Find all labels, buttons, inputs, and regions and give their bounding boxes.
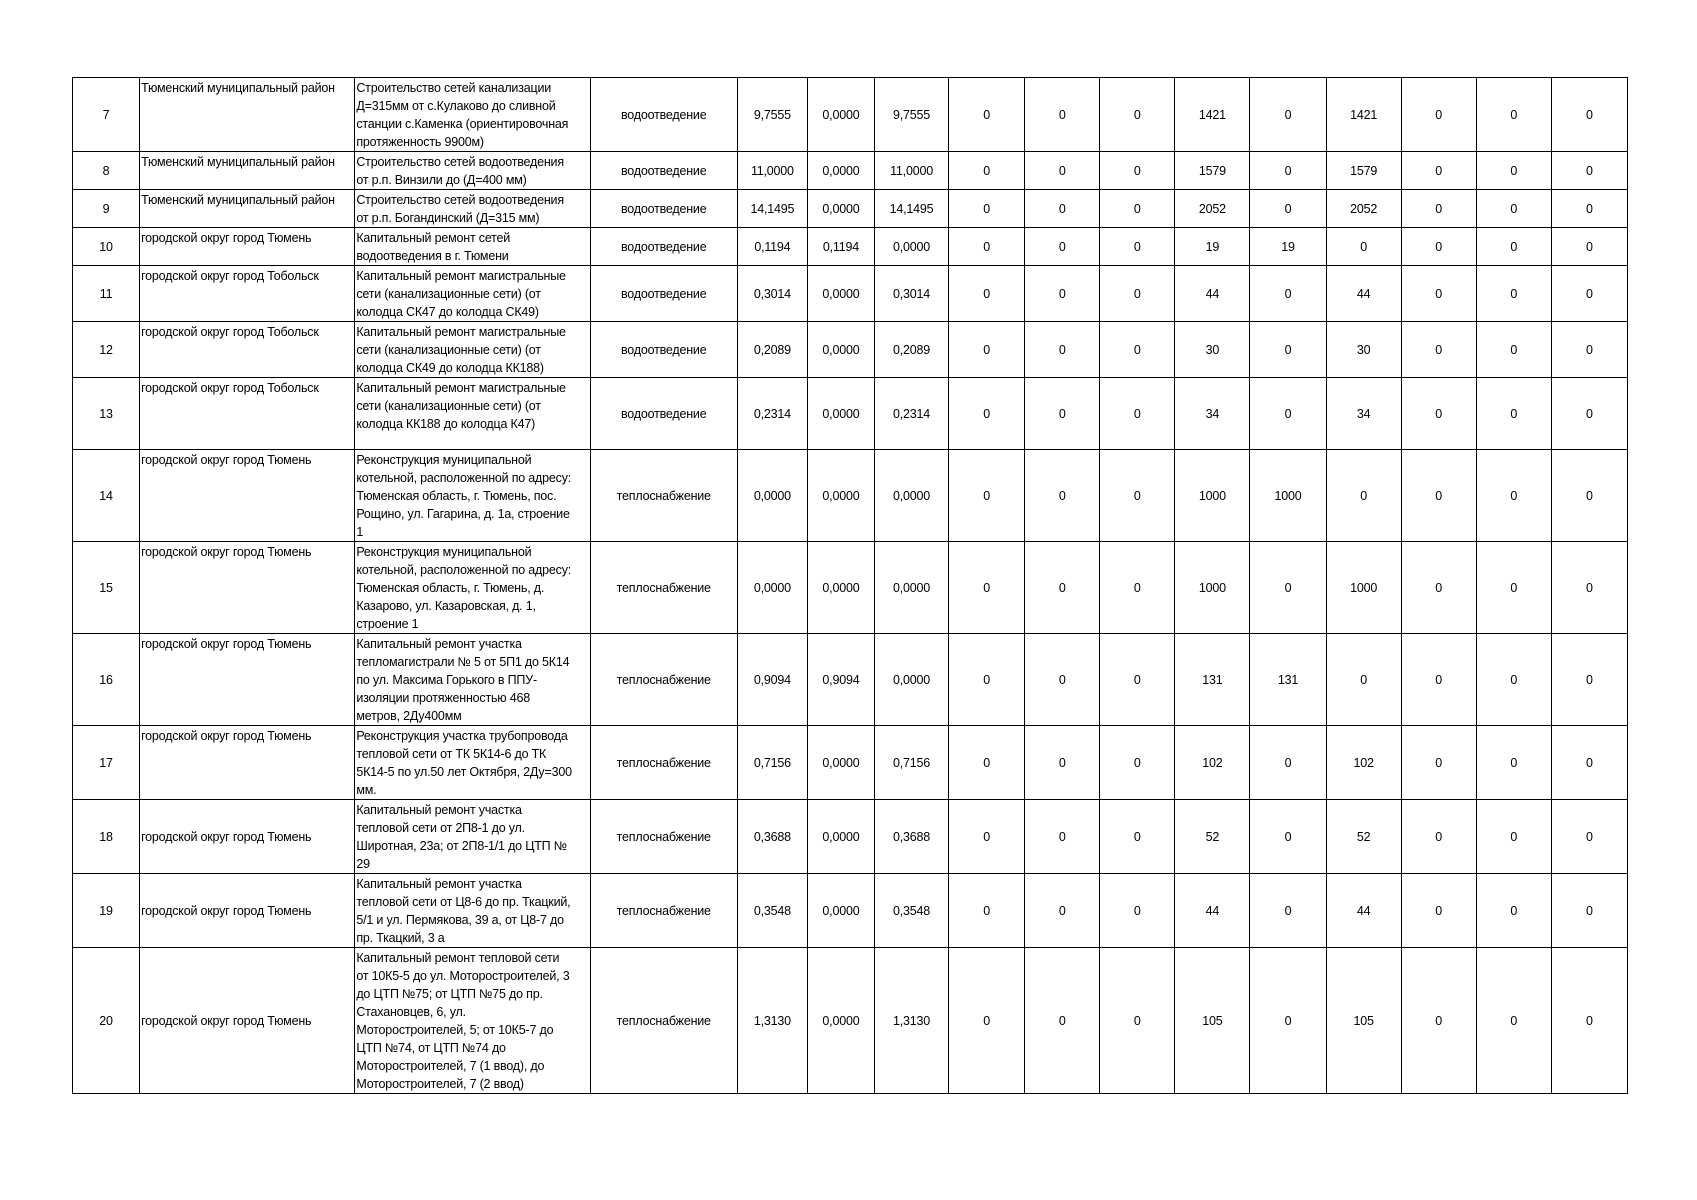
value-cell: 44 — [1175, 874, 1250, 948]
row-number: 18 — [73, 800, 140, 874]
description-cell: Капитальный ремонт магистральные сети (канализационные сети) (от колодца СК49 до колодца КК188) — [355, 322, 590, 378]
description-cell: Капитальный ремонт участка тепловой сети от 2П8-1 до ул. Широтная, 23а; от 2П8-1/1 до ЦТП № 29 — [355, 800, 590, 874]
value-cell: 0,1194 — [807, 228, 874, 266]
value-cell: 0,0000 — [874, 542, 948, 634]
value-cell: 19 — [1250, 228, 1326, 266]
value-cell: 0 — [1551, 634, 1627, 726]
table-row — [73, 542, 1628, 634]
value-cell: 0 — [1025, 78, 1100, 152]
value-cell: 52 — [1326, 800, 1401, 874]
data-table — [72, 77, 1628, 1094]
table-row — [73, 190, 1628, 228]
value-cell: 2052 — [1175, 190, 1250, 228]
table-row — [73, 228, 1628, 266]
value-cell: 0 — [1476, 266, 1551, 322]
value-cell: 52 — [1175, 800, 1250, 874]
municipality-cell: городской округ город Тюмень — [140, 634, 355, 726]
service-type-cell: теплоснабжение — [590, 450, 737, 542]
value-cell: 30 — [1326, 322, 1401, 378]
description-cell: Реконструкция муниципальной котельной, расположенной по адресу: Тюменская область, г. Тюмень, пос. Рощино, ул. Гагарина, д. 1а, строение 1 — [355, 450, 590, 542]
municipality-cell: городской округ город Тобольск — [140, 378, 355, 450]
municipality-cell: Тюменский муниципальный район — [140, 78, 355, 152]
value-cell: 0,9094 — [737, 634, 807, 726]
value-cell: 0 — [1401, 322, 1476, 378]
service-type-cell: теплоснабжение — [590, 874, 737, 948]
value-cell: 0 — [1100, 152, 1175, 190]
value-cell: 0,9094 — [807, 634, 874, 726]
service-type-cell: теплоснабжение — [590, 800, 737, 874]
value-cell: 1579 — [1326, 152, 1401, 190]
municipality-cell: городской округ город Тюмень — [140, 874, 355, 948]
value-cell: 0 — [1025, 228, 1100, 266]
service-type-cell: водоотведение — [590, 228, 737, 266]
value-cell: 0,3014 — [874, 266, 948, 322]
value-cell: 0 — [1326, 228, 1401, 266]
value-cell: 0,3688 — [737, 800, 807, 874]
value-cell: 0 — [1250, 542, 1326, 634]
value-cell: 44 — [1175, 266, 1250, 322]
table-row — [73, 78, 1628, 152]
value-cell: 0,1194 — [737, 228, 807, 266]
value-cell: 0 — [1551, 948, 1627, 1094]
value-cell: 0,0000 — [807, 78, 874, 152]
row-number: 17 — [73, 726, 140, 800]
municipality-cell: городской округ город Тюмень — [140, 800, 355, 874]
value-cell: 9,7555 — [737, 78, 807, 152]
value-cell: 1421 — [1175, 78, 1250, 152]
value-cell: 0,2089 — [737, 322, 807, 378]
row-number: 19 — [73, 874, 140, 948]
value-cell: 1,3130 — [874, 948, 948, 1094]
value-cell: 131 — [1250, 634, 1326, 726]
description-cell: Строительство сетей водоотведения от р.п. Винзили до (Д=400 мм) — [355, 152, 590, 190]
value-cell: 0 — [949, 152, 1025, 190]
value-cell: 0 — [1100, 322, 1175, 378]
value-cell: 30 — [1175, 322, 1250, 378]
municipality-cell: городской округ город Тобольск — [140, 322, 355, 378]
value-cell: 0 — [1250, 190, 1326, 228]
value-cell: 0,0000 — [807, 726, 874, 800]
value-cell: 0 — [949, 228, 1025, 266]
service-type-cell: водоотведение — [590, 266, 737, 322]
value-cell: 0 — [949, 378, 1025, 450]
value-cell: 0,0000 — [807, 874, 874, 948]
value-cell: 0 — [1551, 378, 1627, 450]
value-cell: 0 — [1401, 874, 1476, 948]
value-cell: 0,0000 — [807, 266, 874, 322]
value-cell: 0 — [1401, 78, 1476, 152]
value-cell: 0,0000 — [807, 378, 874, 450]
value-cell: 0 — [1025, 726, 1100, 800]
value-cell: 0 — [949, 322, 1025, 378]
value-cell: 0 — [1100, 228, 1175, 266]
value-cell: 0 — [1401, 266, 1476, 322]
municipality-cell: городской округ город Тюмень — [140, 726, 355, 800]
value-cell: 34 — [1326, 378, 1401, 450]
value-cell: 14,1495 — [737, 190, 807, 228]
value-cell: 0 — [1025, 948, 1100, 1094]
value-cell: 0 — [949, 874, 1025, 948]
value-cell: 0 — [1551, 266, 1627, 322]
service-type-cell: теплоснабжение — [590, 726, 737, 800]
value-cell: 0 — [949, 190, 1025, 228]
value-cell: 44 — [1326, 874, 1401, 948]
row-number: 14 — [73, 450, 140, 542]
value-cell: 0 — [1100, 378, 1175, 450]
value-cell: 0,0000 — [807, 542, 874, 634]
value-cell: 0,0000 — [807, 190, 874, 228]
value-cell: 0 — [1551, 322, 1627, 378]
value-cell: 0 — [1025, 152, 1100, 190]
value-cell: 1,3130 — [737, 948, 807, 1094]
value-cell: 0,7156 — [874, 726, 948, 800]
value-cell: 14,1495 — [874, 190, 948, 228]
value-cell: 34 — [1175, 378, 1250, 450]
value-cell: 0,2089 — [874, 322, 948, 378]
value-cell: 0 — [1100, 450, 1175, 542]
row-number: 9 — [73, 190, 140, 228]
value-cell: 0 — [949, 634, 1025, 726]
description-cell: Строительство сетей канализации Д=315мм от с.Кулаково до сливной станции с.Каменка (ориентировочная протяженность 9900м) — [355, 78, 590, 152]
table-row — [73, 800, 1628, 874]
value-cell: 0 — [1551, 228, 1627, 266]
value-cell: 0 — [949, 542, 1025, 634]
description-cell: Капитальный ремонт участка тепломагистрали № 5 от 5П1 до 5К14 по ул. Максима Горького в ППУ- изоляции протяженностью 468 метров, 2Ду400мм — [355, 634, 590, 726]
row-number: 16 — [73, 634, 140, 726]
value-cell: 0 — [1476, 634, 1551, 726]
row-number: 8 — [73, 152, 140, 190]
value-cell: 0 — [1401, 450, 1476, 542]
value-cell: 0 — [1551, 190, 1627, 228]
value-cell: 0 — [1476, 378, 1551, 450]
value-cell: 0,0000 — [807, 322, 874, 378]
value-cell: 1000 — [1326, 542, 1401, 634]
value-cell: 11,0000 — [737, 152, 807, 190]
description-cell: Реконструкция муниципальной котельной, расположенной по адресу: Тюменская область, г. Тюмень, д. Казарово, ул. Казаровская, д. 1, строение 1 — [355, 542, 590, 634]
value-cell: 1000 — [1175, 450, 1250, 542]
value-cell: 0 — [1250, 378, 1326, 450]
table-row — [73, 378, 1628, 450]
value-cell: 0 — [1025, 378, 1100, 450]
value-cell: 0 — [949, 726, 1025, 800]
value-cell: 9,7555 — [874, 78, 948, 152]
description-cell: Реконструкция участка трубопровода тепловой сети от ТК 5К14-6 до ТК 5К14-5 по ул.50 лет Октября, 2Ду=300 мм. — [355, 726, 590, 800]
value-cell: 0 — [1401, 190, 1476, 228]
value-cell: 0,0000 — [874, 634, 948, 726]
row-number: 13 — [73, 378, 140, 450]
value-cell: 0 — [1100, 190, 1175, 228]
value-cell: 1000 — [1175, 542, 1250, 634]
value-cell: 0,3014 — [737, 266, 807, 322]
value-cell: 0 — [1250, 152, 1326, 190]
value-cell: 0 — [1401, 542, 1476, 634]
value-cell: 0 — [1250, 322, 1326, 378]
table-row — [73, 874, 1628, 948]
value-cell: 0,3548 — [874, 874, 948, 948]
description-cell: Капитальный ремонт магистральные сети (канализационные сети) (от колодца КК188 до колодца К47) — [355, 378, 590, 450]
value-cell: 0,0000 — [807, 800, 874, 874]
value-cell: 0 — [1401, 726, 1476, 800]
value-cell: 0 — [1551, 800, 1627, 874]
municipality-cell: городской округ город Тюмень — [140, 542, 355, 634]
value-cell: 0 — [1326, 634, 1401, 726]
row-number: 11 — [73, 266, 140, 322]
value-cell: 0 — [1100, 726, 1175, 800]
value-cell: 0 — [1476, 152, 1551, 190]
description-cell: Строительство сетей водоотведения от р.п. Богандинский (Д=315 мм) — [355, 190, 590, 228]
value-cell: 0 — [1401, 152, 1476, 190]
value-cell: 0,0000 — [807, 152, 874, 190]
table-row — [73, 948, 1628, 1094]
value-cell: 0,0000 — [874, 450, 948, 542]
value-cell: 0 — [1551, 726, 1627, 800]
service-type-cell: водоотведение — [590, 78, 737, 152]
municipality-cell: Тюменский муниципальный район — [140, 190, 355, 228]
municipality-cell: городской округ город Тюмень — [140, 228, 355, 266]
value-cell: 0 — [1025, 542, 1100, 634]
value-cell: 0 — [1476, 726, 1551, 800]
value-cell: 0 — [1250, 266, 1326, 322]
value-cell: 0 — [949, 800, 1025, 874]
value-cell: 0,3688 — [874, 800, 948, 874]
value-cell: 0 — [1476, 800, 1551, 874]
row-number: 7 — [73, 78, 140, 152]
value-cell: 0 — [1250, 874, 1326, 948]
value-cell: 0,0000 — [737, 542, 807, 634]
value-cell: 0,3548 — [737, 874, 807, 948]
value-cell: 2052 — [1326, 190, 1401, 228]
value-cell: 0 — [1100, 78, 1175, 152]
value-cell: 0 — [1476, 190, 1551, 228]
value-cell: 0 — [1250, 800, 1326, 874]
value-cell: 0 — [949, 450, 1025, 542]
value-cell: 0 — [1476, 874, 1551, 948]
value-cell: 0,7156 — [737, 726, 807, 800]
value-cell: 0 — [1401, 948, 1476, 1094]
table-body — [73, 78, 1628, 1094]
value-cell: 105 — [1326, 948, 1401, 1094]
value-cell: 0 — [1551, 874, 1627, 948]
value-cell: 0 — [1100, 948, 1175, 1094]
municipality-cell: городской округ город Тобольск — [140, 266, 355, 322]
value-cell: 0 — [1025, 450, 1100, 542]
value-cell: 0 — [1476, 948, 1551, 1094]
value-cell: 1421 — [1326, 78, 1401, 152]
value-cell: 0 — [1326, 450, 1401, 542]
row-number: 20 — [73, 948, 140, 1094]
value-cell: 0 — [1401, 228, 1476, 266]
value-cell: 0 — [1401, 634, 1476, 726]
value-cell: 0 — [1551, 450, 1627, 542]
value-cell: 0 — [1476, 450, 1551, 542]
value-cell: 0 — [1551, 152, 1627, 190]
value-cell: 0 — [1100, 800, 1175, 874]
value-cell: 0,0000 — [807, 948, 874, 1094]
value-cell: 0 — [1100, 542, 1175, 634]
table-row — [73, 634, 1628, 726]
value-cell: 1579 — [1175, 152, 1250, 190]
value-cell: 0,0000 — [807, 450, 874, 542]
value-cell: 105 — [1175, 948, 1250, 1094]
value-cell: 0 — [1250, 948, 1326, 1094]
value-cell: 0 — [1401, 378, 1476, 450]
service-type-cell: водоотведение — [590, 378, 737, 450]
table-row — [73, 266, 1628, 322]
value-cell: 44 — [1326, 266, 1401, 322]
value-cell: 0 — [1476, 78, 1551, 152]
value-cell: 0 — [1100, 266, 1175, 322]
row-number: 15 — [73, 542, 140, 634]
value-cell: 0 — [1025, 190, 1100, 228]
value-cell: 0,0000 — [737, 450, 807, 542]
value-cell: 0 — [1476, 322, 1551, 378]
value-cell: 0 — [1025, 322, 1100, 378]
value-cell: 0 — [1476, 542, 1551, 634]
service-type-cell: водоотведение — [590, 152, 737, 190]
table-row — [73, 726, 1628, 800]
municipality-cell: городской округ город Тюмень — [140, 948, 355, 1094]
table-row — [73, 152, 1628, 190]
row-number: 10 — [73, 228, 140, 266]
value-cell: 0 — [1100, 874, 1175, 948]
value-cell: 0,2314 — [737, 378, 807, 450]
description-cell: Капитальный ремонт магистральные сети (канализационные сети) (от колодца СК47 до колодца СК49) — [355, 266, 590, 322]
value-cell: 0 — [1025, 634, 1100, 726]
value-cell: 0 — [949, 266, 1025, 322]
value-cell: 131 — [1175, 634, 1250, 726]
service-type-cell: теплоснабжение — [590, 542, 737, 634]
service-type-cell: водоотведение — [590, 190, 737, 228]
municipality-cell: городской округ город Тюмень — [140, 450, 355, 542]
service-type-cell: теплоснабжение — [590, 634, 737, 726]
value-cell: 0 — [1476, 228, 1551, 266]
description-cell: Капитальный ремонт участка тепловой сети от Ц8-6 до пр. Ткацкий, 5/1 и ул. Пермякова, 39 а, от Ц8-7 до пр. Ткацкий, 3 а — [355, 874, 590, 948]
service-type-cell: водоотведение — [590, 322, 737, 378]
value-cell: 0 — [949, 78, 1025, 152]
municipality-cell: Тюменский муниципальный район — [140, 152, 355, 190]
table-row — [73, 450, 1628, 542]
value-cell: 0 — [1551, 78, 1627, 152]
value-cell: 0 — [1250, 726, 1326, 800]
value-cell: 0 — [1401, 800, 1476, 874]
row-number: 12 — [73, 322, 140, 378]
value-cell: 102 — [1326, 726, 1401, 800]
value-cell: 0 — [1025, 874, 1100, 948]
table-row — [73, 322, 1628, 378]
value-cell: 0 — [949, 948, 1025, 1094]
description-cell: Капитальный ремонт сетей водоотведения в г. Тюмени — [355, 228, 590, 266]
value-cell: 0,0000 — [874, 228, 948, 266]
value-cell: 11,0000 — [874, 152, 948, 190]
value-cell: 0 — [1025, 800, 1100, 874]
service-type-cell: теплоснабжение — [590, 948, 737, 1094]
value-cell: 0 — [1250, 78, 1326, 152]
description-cell: Капитальный ремонт тепловой сети от 10К5-5 до ул. Моторостроителей, 3 до ЦТП №75; от ЦТП №75 до пр. Стахановцев, 6, ул. Моторостроителей, 5; от 10К5-7 до ЦТП №74, от ЦТП №74 до Моторостроителей, 7 (1 ввод), до Моторостроителей, 7 (2 ввод) — [355, 948, 590, 1094]
value-cell: 19 — [1175, 228, 1250, 266]
value-cell: 0 — [1025, 266, 1100, 322]
value-cell: 0 — [1551, 542, 1627, 634]
value-cell: 0,2314 — [874, 378, 948, 450]
value-cell: 0 — [1100, 634, 1175, 726]
value-cell: 1000 — [1250, 450, 1326, 542]
value-cell: 102 — [1175, 726, 1250, 800]
